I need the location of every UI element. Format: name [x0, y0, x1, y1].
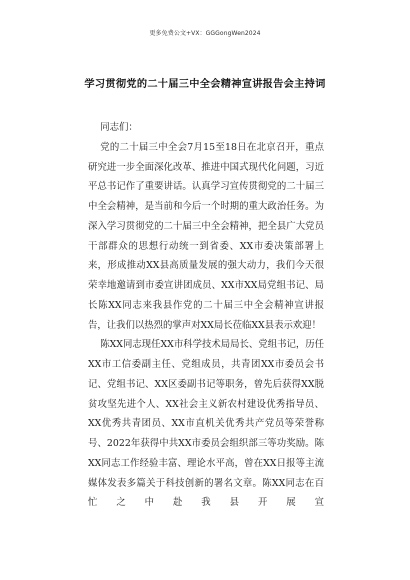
salutation: 同志们：	[100, 122, 138, 133]
paragraph-2: 陈XX同志现任XX市科学技术局局长、党组书记，历任XX市工信委副主任、党组成员，共青团XX市委员会书记、党组书记、XX区委副书记等职务，曾先后获得XX脱贫攻坚先进个人、XX社会主义新农村建设优秀指导员、XX优秀共青团员、XX市直机关优秀共产党员等荣誉称号、2022年获得中共XX市委员会组织部三等功奖励。陈XX同志工作经验丰富、理论水平高，曾在XX日报等主流媒体发表多篇关于科技创新的署名文章。陈XX同志在百忙之中赴我县开展宣	[88, 339, 324, 509]
document-title: 学习贯彻党的二十届三中全会精神宣讲报告会主持词	[84, 79, 326, 90]
paragraph-1: 党的二十届三中全会7月15至18日在北京召开，重点研究进一步全面深化改革、推进中国式现代化问题，习近平总书记作了重要讲话。认真学习宣传贯彻党的二十届三中全会精神，是当前和今后一个时期的重大政治任务。为深入学习贯彻党的二十届三中全会精神，把全县广大党员干部群众的思想行动统一到省委、XX市委决策部署上来，形成推动XX县高质量发展的强大动力，我们今天很荣幸地邀请到市委宣讲团成员、XX市XX局党组书记、局长陈XX同志来我县作党的二十届三中全会精神宣讲报告，让我们以热烈的掌声对XX局长莅临XX县表示欢迎！	[88, 141, 324, 331]
header-note: 更多免费公文+VX：GGGongWen2024	[149, 30, 261, 37]
document-body	[88, 118, 324, 513]
